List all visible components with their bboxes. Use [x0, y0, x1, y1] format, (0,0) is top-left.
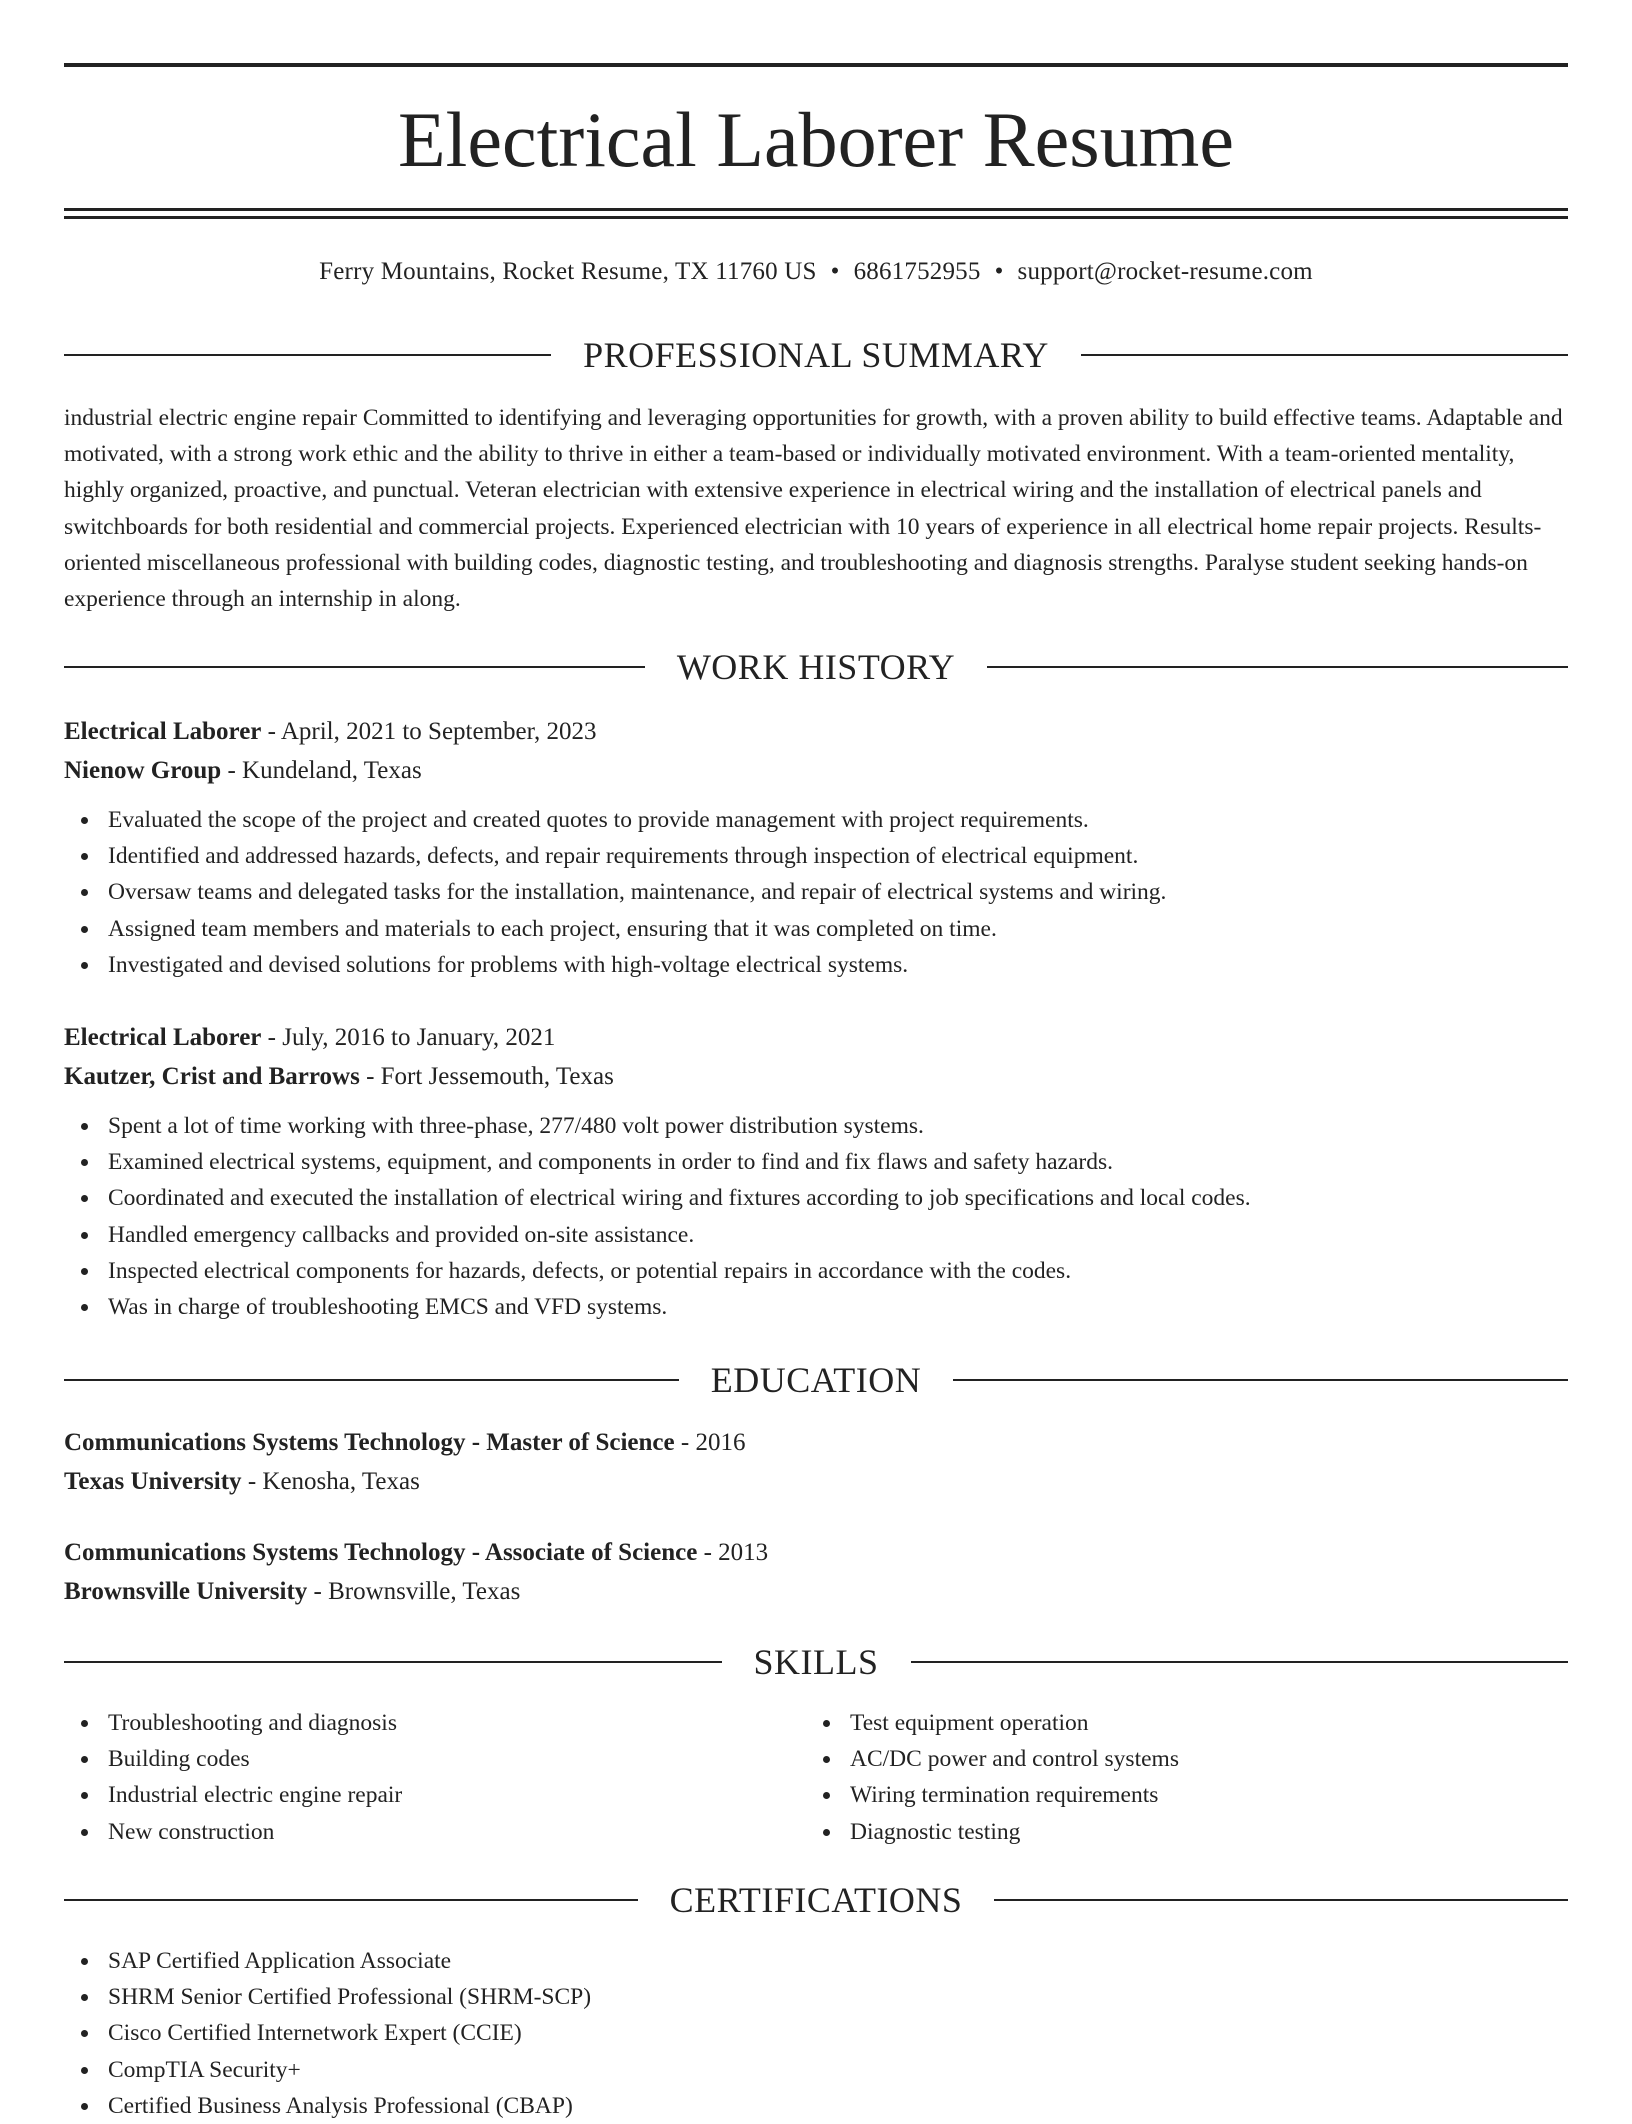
skills-column-right: [806, 1705, 1506, 1850]
school: Brownsville University: [64, 1578, 308, 1605]
skill-item: Industrial electric engine repair: [64, 1777, 764, 1813]
title-rule-lower: [64, 216, 1568, 219]
job-bullet: Investigated and devised solutions for problems with high-voltage electrical systems.: [64, 947, 1568, 983]
job-location: - Kundeland, Texas: [221, 757, 422, 784]
degree-year: - 2016: [674, 1429, 746, 1456]
job-bullets: [64, 802, 1568, 983]
degree-line: [64, 1533, 1568, 1572]
title-rule-upper: [64, 208, 1568, 211]
section-title: SKILLS: [753, 1642, 879, 1682]
school-location: - Kenosha, Texas: [241, 1468, 420, 1495]
job-bullet: Handled emergency callbacks and provided on-site assistance.: [64, 1217, 1568, 1253]
job-bullet: Coordinated and executed the installation of electrical wiring and fixtures according to job specifications and local codes.: [64, 1180, 1568, 1216]
job-entry: [64, 712, 1568, 983]
section-header-summary: [64, 332, 1568, 378]
section-rule: [64, 666, 645, 668]
school-line: [64, 1462, 1568, 1501]
section-rule: [987, 666, 1568, 668]
job-company: Nienow Group: [64, 757, 222, 784]
degree-line: [64, 1423, 1568, 1462]
summary-text: industrial electric engine repair Committed to identifying and leveraging opportunities for growth, with a proven ability to build effective teams. Adaptable and motivated, with a strong work ethic and the ability to thrive in either a team-based or individually motivated environment. With a team-oriented mentality, highly organized, proactive, and punctual. Veteran electrician with extensive experience in electrical wiring and the installation of electrical panels and switchboards for both residential and commercial projects. Experienced electrician with 10 years of experience in all electrical home repair projects. Results-oriented miscellaneous professional with building codes, diagnostic testing, and troubleshooting and diagnosis strengths. Paralyse student seeking hands-on experience through an internship in along.: [64, 405, 1563, 613]
job-dates: - April, 2021 to September, 2023: [261, 718, 597, 745]
job-entry: [64, 1018, 1568, 1325]
section-rule: [64, 354, 551, 356]
contact-phone: 6861752955: [853, 258, 981, 285]
job-bullet: Was in charge of troubleshooting EMCS and VFD systems.: [64, 1289, 1568, 1325]
job-company-line: [64, 1057, 1568, 1096]
school: Texas University: [64, 1468, 242, 1495]
section-header-skills: [64, 1639, 1568, 1685]
section-header-education: [64, 1357, 1568, 1403]
section-rule: [953, 1379, 1568, 1381]
section-title: CERTIFICATIONS: [669, 1880, 963, 1920]
resume-title: Electrical Laborer Resume: [398, 96, 1234, 183]
degree: Communications Systems Technology - Associate of Science: [64, 1539, 698, 1566]
certification-item: CompTIA Security+: [64, 2052, 1568, 2088]
degree-year: - 2013: [697, 1539, 769, 1566]
job-bullet: Inspected electrical components for hazards, defects, or potential repairs in accordance with the codes.: [64, 1253, 1568, 1289]
certifications-list: [64, 1943, 1568, 2124]
job-dates: - July, 2016 to January, 2021: [261, 1024, 556, 1051]
contact-line: [0, 254, 1632, 290]
job-company: Kautzer, Crist and Barrows: [64, 1063, 360, 1090]
job-title-line: [64, 712, 1568, 751]
skill-item: Building codes: [64, 1741, 764, 1777]
section-rule: [64, 1899, 638, 1901]
certification-item: Certified Business Analysis Professional (CBAP): [64, 2088, 1568, 2124]
skills-column-left: [64, 1705, 764, 1850]
certifications-block: [64, 1943, 1568, 2124]
school-line: [64, 1572, 1568, 1611]
job-bullet: Identified and addressed hazards, defects, and repair requirements through inspection of electrical equipment.: [64, 838, 1568, 874]
section-title: PROFESSIONAL SUMMARY: [583, 335, 1049, 375]
contact-separator: •: [994, 258, 1004, 285]
skill-item: Troubleshooting and diagnosis: [64, 1705, 764, 1741]
skill-item: Wiring termination requirements: [806, 1777, 1506, 1813]
degree: Communications Systems Technology - Master of Science: [64, 1429, 675, 1456]
contact-address: Ferry Mountains, Rocket Resume, TX 11760 US: [319, 258, 817, 285]
certification-item: SHRM Senior Certified Professional (SHRM-SCP): [64, 1979, 1568, 2015]
section-rule: [994, 1899, 1568, 1901]
skills-list: [806, 1705, 1506, 1850]
section-rule: [64, 1661, 722, 1663]
contact-email: support@rocket-resume.com: [1017, 258, 1313, 285]
job-title: Electrical Laborer: [64, 718, 262, 745]
section-title: WORK HISTORY: [676, 647, 956, 687]
section-rule: [64, 1379, 679, 1381]
school-location: - Brownsville, Texas: [307, 1578, 521, 1605]
job-company-line: [64, 751, 1568, 790]
section-header-certifications: [64, 1877, 1568, 1923]
job-title: Electrical Laborer: [64, 1024, 262, 1051]
job-bullet: Evaluated the scope of the project and created quotes to provide management with project requirements.: [64, 802, 1568, 838]
job-title-line: [64, 1018, 1568, 1057]
section-rule: [911, 1661, 1569, 1663]
job-bullet: Spent a lot of time working with three-phase, 277/480 volt power distribution systems.: [64, 1108, 1568, 1144]
skill-item: Test equipment operation: [806, 1705, 1506, 1741]
job-bullet: Oversaw teams and delegated tasks for the installation, maintenance, and repair of electrical systems and wiring.: [64, 874, 1568, 910]
contact-separator: •: [830, 258, 840, 285]
education-entry: [64, 1423, 1568, 1501]
section-header-work-history: [64, 644, 1568, 690]
skills-list: [64, 1705, 764, 1850]
skill-item: New construction: [64, 1814, 764, 1850]
skill-item: AC/DC power and control systems: [806, 1741, 1506, 1777]
skill-item: Diagnostic testing: [806, 1814, 1506, 1850]
top-rule: [64, 63, 1568, 67]
education-entry: [64, 1533, 1568, 1611]
section-title: EDUCATION: [710, 1360, 922, 1400]
job-bullet: Assigned team members and materials to each project, ensuring that it was completed on time.: [64, 911, 1568, 947]
certification-item: Cisco Certified Internetwork Expert (CCIE): [64, 2015, 1568, 2051]
section-rule: [1081, 354, 1568, 356]
job-bullet: Examined electrical systems, equipment, and components in order to find and fix flaws and safety hazards.: [64, 1144, 1568, 1180]
certification-item: SAP Certified Application Associate: [64, 1943, 1568, 1979]
job-location: - Fort Jessemouth, Texas: [359, 1063, 614, 1090]
job-bullets: [64, 1108, 1568, 1325]
